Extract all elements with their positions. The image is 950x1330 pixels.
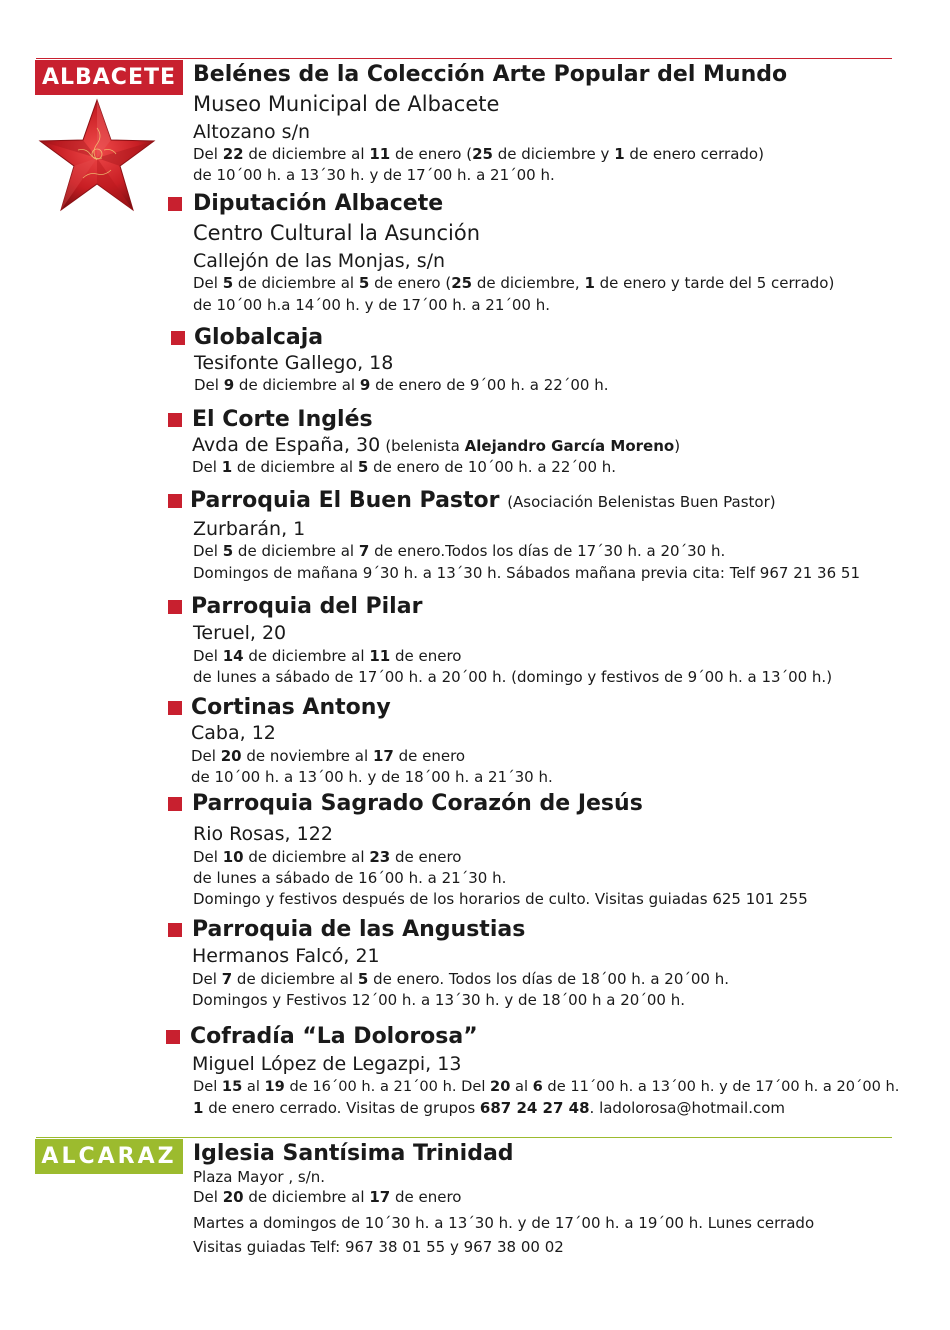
venue-hours: de lunes a sábado de 16´00 h. a 21´30 h. [193,869,507,887]
venue-address: Teruel, 20 [193,622,287,644]
venue-dates: Del 20 de noviembre al 17 de enero [191,747,466,765]
alcaraz-divider [36,1137,892,1138]
christmas-star-icon [38,98,156,214]
venue-notes: Domingo y festivos después de los horarios de culto. Visitas guiadas 625 101 255 [193,890,808,908]
venue-title: Iglesia Santísima Trinidad [193,1141,514,1166]
venue-dates: Del 5 de diciembre al 5 de enero (25 de diciembre, 1 de enero y tarde del 5 cerrado) [193,274,835,292]
venue-hours: de lunes a sábado de 17´00 h. a 20´00 h. (domingo y festivos de 9´00 h. a 13´00 h.) [193,668,833,686]
venue-title: Diputación Albacete [193,191,444,216]
venue-title: Parroquia del Pilar [191,594,423,619]
venue-dates: Del 14 de diciembre al 11 de enero [193,647,462,665]
bullet-square-icon [168,701,182,715]
venue-address: Hermanos Falcó, 21 [192,945,380,967]
venue-title: Parroquia Sagrado Corazón de Jesús [192,791,643,816]
venue-dates: Del 15 al 19 de 16´00 h. a 21´00 h. Del 20 al 6 de 11´00 h. a 13´00 h. y de 17´00 h. a 20´00 h. [193,1078,900,1095]
venue-contact: Visitas guiadas Telf: 967 38 01 55 y 967 38 00 02 [193,1238,564,1256]
bullet-square-icon [168,600,182,614]
venue-dates: Del 5 de diciembre al 7 de enero.Todos los días de 17´30 h. a 20´30 h. [193,542,726,560]
section-tag-alcaraz: ALCARAZ [35,1139,183,1174]
venue-dates: Del 7 de diciembre al 5 de enero. Todos los días de 18´00 h. a 20´00 h. [192,970,729,988]
venue-address: Plaza Mayor , s/n. [193,1168,326,1186]
venue-subtitle: Centro Cultural la Asunción [193,221,481,245]
venue-title: Belénes de la Colección Arte Popular del Mundo [193,62,788,87]
venue-address-line: Avda de España, 30 (belenista Alejandro García Moreno) [192,434,681,456]
venue-address: Tesifonte Gallego, 18 [194,352,394,374]
bullet-square-icon [168,923,182,937]
venue-hours: de 10´00 h. a 13´30 h. y de 17´00 h. a 21´00 h. [193,166,555,184]
bullet-square-icon [168,197,182,211]
albacete-divider [36,58,892,59]
venue-title: Parroquia El Buen Pastor (Asociación Belenistas Buen Pastor) [190,488,776,513]
venue-address: Miguel López de Legazpi, 13 [192,1053,462,1075]
section-tag-albacete: ALBACETE [35,60,183,95]
venue-dates: Del 9 de diciembre al 9 de enero de 9´00 h. a 22´00 h. [194,376,609,394]
venue-title: Globalcaja [194,325,324,350]
venue-address: Zurbarán, 1 [193,518,306,540]
bullet-square-icon [166,1030,180,1044]
venue-address: Caba, 12 [191,722,276,744]
venue-title: Cofradía “La Dolorosa” [190,1024,478,1049]
venue-dates: Del 20 de diciembre al 17 de enero [193,1188,462,1206]
venue-hours: de 10´00 h. a 13´00 h. y de 18´00 h. a 21´30 h. [191,768,553,786]
venue-hours: Domingos de mañana 9´30 h. a 13´30 h. Sábados mañana previa cita: Telf 967 21 36 51 [193,564,861,582]
venue-hours: Domingos y Festivos 12´00 h. a 13´30 h. y de 18´00 h a 20´00 h. [192,991,685,1009]
venue-title: Parroquia de las Angustias [192,917,526,942]
venue-contact: 1 de enero cerrado. Visitas de grupos 687 24 27 48. ladolorosa@hotmail.com [193,1099,785,1117]
venue-hours: de 10´00 h.a 14´00 h. y de 17´00 h. a 21´00 h. [193,296,551,314]
venue-subtitle: Museo Municipal de Albacete [193,92,500,116]
venue-dates: Del 22 de diciembre al 11 de enero (25 de diciembre y 1 de enero cerrado) [193,145,764,163]
venue-address: Altozano s/n [193,121,311,143]
venue-dates: Del 1 de diciembre al 5 de enero de 10´00 h. a 22´00 h. [192,458,617,476]
venue-dates: Del 10 de diciembre al 23 de enero [193,848,462,866]
venue-title: Cortinas Antony [191,695,391,720]
venue-hours: Martes a domingos de 10´30 h. a 13´30 h. y de 17´00 h. a 19´00 h. Lunes cerrado [193,1214,815,1232]
bullet-square-icon [168,494,182,508]
venue-title: El Corte Inglés [192,407,373,432]
bullet-square-icon [171,331,185,345]
venue-address: Rio Rosas, 122 [193,823,333,845]
bullet-square-icon [168,413,182,427]
venue-address: Callejón de las Monjas, s/n [193,250,446,272]
bullet-square-icon [168,797,182,811]
